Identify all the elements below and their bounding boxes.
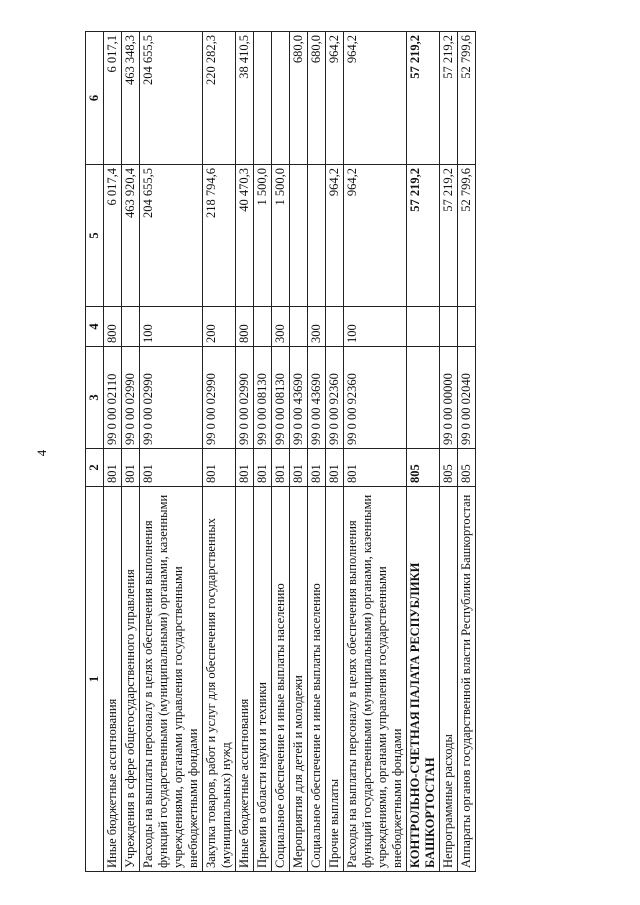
- row-article-cell: 99 0 00 43690: [308, 347, 326, 449]
- row-article-cell: 99 0 00 02990: [203, 347, 236, 449]
- row-article-cell: 99 0 00 08130: [272, 347, 290, 449]
- row-article-cell: 99 0 00 02990: [122, 347, 140, 449]
- row-name-cell: Мероприятия для детей и молодежи: [290, 487, 308, 872]
- row-name-cell: Аппараты органов государственной власти Республики Башкортостан: [458, 487, 476, 872]
- row-code-cell: 801: [254, 449, 272, 487]
- row-code-cell: 801: [122, 449, 140, 487]
- row-article-cell: 99 0 00 02990: [236, 347, 254, 449]
- row-amount-1-cell: 57 219,2: [440, 165, 458, 307]
- table-row: [458, 32, 476, 872]
- header-cell: 3: [86, 347, 104, 449]
- row-amount-2-cell: 38 410,5: [236, 32, 254, 165]
- row-article-cell: [407, 347, 440, 449]
- row-code-cell: 805: [458, 449, 476, 487]
- row-article-cell: 99 0 00 92360: [344, 347, 407, 449]
- table-row: [344, 32, 407, 872]
- row-amount-2-cell: 964,2: [326, 32, 344, 165]
- row-type-cell: 100: [140, 307, 203, 347]
- row-code-cell: 801: [203, 449, 236, 487]
- row-type-cell: 300: [308, 307, 326, 347]
- row-name-cell: Прочие выплаты: [326, 487, 344, 872]
- row-amount-2-cell: 680,0: [290, 32, 308, 165]
- table-row: [440, 32, 458, 872]
- table-row: [290, 32, 308, 872]
- header-cell: 4: [86, 307, 104, 347]
- row-article-cell: 99 0 00 43690: [290, 347, 308, 449]
- row-name-cell: Расходы на выплаты персоналу в целях обеспечения выполнения функций государственными (муниципальными) органами, казенными учреждениями, органами управления государственными внебюджетными фондами: [344, 487, 407, 872]
- row-name-cell: Расходы на выплаты персоналу в целях обеспечения выполнения функций государственными (муниципальными) органами, казенными учреждениями, органами управления государственными внебюджетными фондами: [140, 487, 203, 872]
- row-amount-2-cell: 6 017,1: [104, 32, 122, 165]
- table-row: [326, 32, 344, 872]
- row-code-cell: 805: [440, 449, 458, 487]
- row-type-cell: 200: [203, 307, 236, 347]
- table-row: [140, 32, 203, 872]
- row-type-cell: [290, 307, 308, 347]
- row-code-cell: 801: [272, 449, 290, 487]
- row-type-cell: 800: [104, 307, 122, 347]
- row-amount-2-cell: 57 219,2: [440, 32, 458, 165]
- row-article-cell: 99 0 00 02990: [140, 347, 203, 449]
- row-name-cell: Непрограммные расходы: [440, 487, 458, 872]
- row-name-cell: Учреждения в сфере общегосударственного управления: [122, 487, 140, 872]
- table-row: [308, 32, 326, 872]
- row-code-cell: 805: [407, 449, 440, 487]
- header-row: [86, 32, 104, 872]
- header-cell: 5: [86, 165, 104, 307]
- table-row: [122, 32, 140, 872]
- row-code-cell: 801: [140, 449, 203, 487]
- row-type-cell: [440, 307, 458, 347]
- row-amount-1-cell: 463 920,4: [122, 165, 140, 307]
- row-amount-2-cell: [272, 32, 290, 165]
- page-number: 4: [34, 449, 49, 457]
- row-article-cell: 99 0 00 00000: [440, 347, 458, 449]
- row-article-cell: 99 0 00 08130: [254, 347, 272, 449]
- row-code-cell: 801: [326, 449, 344, 487]
- rotated-table-container: [85, 32, 476, 872]
- row-amount-2-cell: [254, 32, 272, 165]
- row-type-cell: [407, 307, 440, 347]
- header-cell: 2: [86, 449, 104, 487]
- table-row: [236, 32, 254, 872]
- row-type-cell: [458, 307, 476, 347]
- row-amount-2-cell: 57 219,2: [407, 32, 440, 165]
- row-amount-1-cell: 40 470,3: [236, 165, 254, 307]
- row-type-cell: [122, 307, 140, 347]
- row-amount-1-cell: 964,2: [326, 165, 344, 307]
- row-amount-2-cell: 204 655,5: [140, 32, 203, 165]
- row-amount-1-cell: 1 500,0: [272, 165, 290, 307]
- row-amount-2-cell: 52 799,6: [458, 32, 476, 165]
- row-amount-1-cell: [290, 165, 308, 307]
- row-article-cell: 99 0 00 02040: [458, 347, 476, 449]
- table-row: [203, 32, 236, 872]
- row-amount-1-cell: 964,2: [344, 165, 407, 307]
- row-type-cell: 100: [344, 307, 407, 347]
- row-amount-1-cell: 6 017,4: [104, 165, 122, 307]
- row-name-cell: Иные бюджетные ассигнования: [104, 487, 122, 872]
- header-cell: 6: [86, 32, 104, 165]
- row-code-cell: 801: [344, 449, 407, 487]
- table-body: [104, 32, 476, 872]
- row-amount-1-cell: [308, 165, 326, 307]
- header-cell: 1: [86, 487, 104, 872]
- row-amount-2-cell: 680,0: [308, 32, 326, 165]
- row-name-cell: Закупка товаров, работ и услуг для обеспечения государственных (муниципальных) нужд: [203, 487, 236, 872]
- row-name-cell: Социальное обеспечение и иные выплаты населению: [308, 487, 326, 872]
- row-code-cell: 801: [104, 449, 122, 487]
- table-row: [272, 32, 290, 872]
- row-amount-1-cell: 204 655,5: [140, 165, 203, 307]
- row-amount-2-cell: 964,2: [344, 32, 407, 165]
- row-name-cell: КОНТРОЛЬНО-СЧЕТНАЯ ПАЛАТА РЕСПУБЛИКИ БАШКОРТОСТАН: [407, 487, 440, 872]
- row-type-cell: 800: [236, 307, 254, 347]
- row-code-cell: 801: [236, 449, 254, 487]
- row-amount-2-cell: 463 348,3: [122, 32, 140, 165]
- row-amount-2-cell: 220 282,3: [203, 32, 236, 165]
- row-amount-1-cell: 57 219,2: [407, 165, 440, 307]
- row-amount-1-cell: 218 794,6: [203, 165, 236, 307]
- row-name-cell: Премии в области науки и техники: [254, 487, 272, 872]
- table-row: [104, 32, 122, 872]
- table-row: [254, 32, 272, 872]
- row-amount-1-cell: 52 799,6: [458, 165, 476, 307]
- row-name-cell: Иные бюджетные ассигнования: [236, 487, 254, 872]
- row-type-cell: [254, 307, 272, 347]
- row-type-cell: 300: [272, 307, 290, 347]
- table-row: [407, 32, 440, 872]
- row-code-cell: 801: [290, 449, 308, 487]
- budget-table: [85, 31, 476, 872]
- row-article-cell: 99 0 00 92360: [326, 347, 344, 449]
- row-code-cell: 801: [308, 449, 326, 487]
- row-amount-1-cell: 1 500,0: [254, 165, 272, 307]
- row-type-cell: [326, 307, 344, 347]
- row-article-cell: 99 0 00 02110: [104, 347, 122, 449]
- row-name-cell: Социальное обеспечение и иные выплаты населению: [272, 487, 290, 872]
